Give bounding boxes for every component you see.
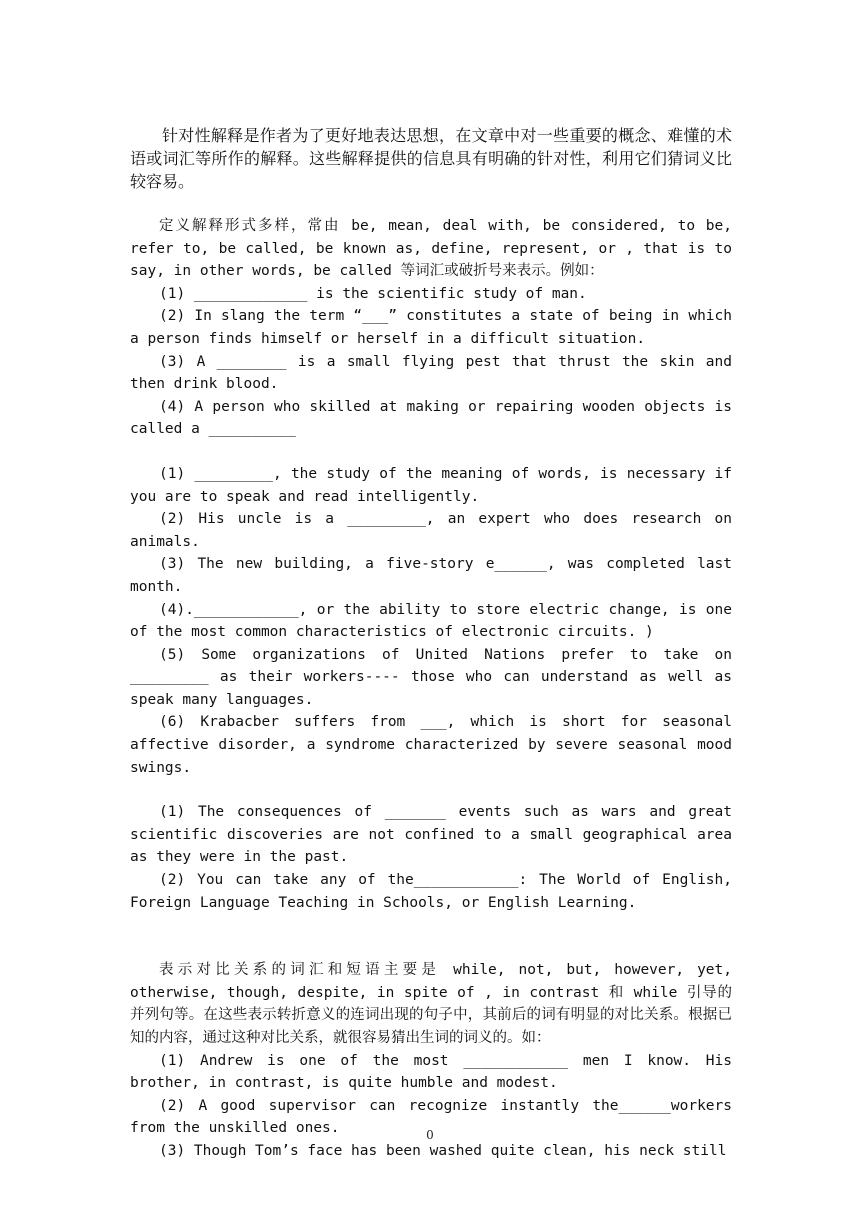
contrast-item: (2) A good supervisor can recognize instantly the______workers from the unskilled ones. xyxy=(130,1097,732,1137)
spacer xyxy=(130,441,732,463)
definition-item: (1) _____________ is the scientific study of man. xyxy=(159,285,587,302)
spacer xyxy=(130,193,732,215)
apposition-item: (2) His uncle is a _________, an expert who does research on animals. xyxy=(130,511,732,550)
document-body xyxy=(130,124,732,1163)
spacer xyxy=(130,914,732,959)
definition-paragraph: 定义解释形式多样，常由 be, mean, deal with, be considered, to be, refer to, be called, be known as, define, represent, or , that is to say, in other words, be called 等词汇或破折号来表示。例如： xyxy=(130,218,732,280)
contrast-item: (3) Though Tom’s face has been washed quite clean, his neck still xyxy=(159,1142,727,1159)
definition-item: (3) A ________ is a small flying pest that thrust the skin and then drink blood. xyxy=(130,353,732,393)
page-number: 0 xyxy=(426,1128,434,1142)
contrast-item: (1) Andrew is one of the most ____________ men I know. His brother, in contrast, is quite humble and modest. xyxy=(130,1052,732,1092)
example-item: (1) The consequences of _______ events such as wars and great scientific discoveries are not confined to a small geographical area as they were in the past. xyxy=(130,804,732,866)
definition-item: (4) A person who skilled at making or repairing wooden objects is called a __________ xyxy=(130,398,732,438)
contrast-paragraph: 表示对比关系的词汇和短语主要是 while, not, but, however, yet, otherwise, though, despite, in spite of , in contrast 和 while 引导的并列句等。在这些表示转折意义的连词出现的句子中，其前后的词有明显的对比关系。根据已知的内容，通过这种对比关系，就很容易猜出生词的词义的。如： xyxy=(130,962,732,1046)
intro-paragraph: 针对性解释是作者为了更好地表达思想，在文章中对一些重要的概念、难懂的术语或词汇等所作的解释。这些解释提供的信息具有明确的针对性，利用它们猜词义比较容易。 xyxy=(130,126,732,191)
definition-item: (2) In slang the term “___” constitutes a state of being in which a person finds himself or herself in a difficult situation. xyxy=(130,308,732,347)
apposition-item: (3) The new building, a five-story e______, was completed last month. xyxy=(130,556,732,595)
apposition-item: (6) Krabacber suffers from ___, which is short for seasonal affective disorder, a syndrome characterized by severe seasonal mood swings. xyxy=(130,714,732,776)
example-item: (2) You can take any of the____________: The World of English, Foreign Language Teaching in Schools, or English Learning. xyxy=(130,872,732,911)
apposition-item: (4).____________, or the ability to store electric change, is one of the most common characteristics of electronic circuits. ) xyxy=(130,601,732,641)
apposition-item: (1) _________, the study of the meaning of words, is necessary if you are to speak and read intelligently. xyxy=(130,465,732,505)
spacer xyxy=(130,779,732,801)
apposition-item: (5) Some organizations of United Nations prefer to take on _________ as their workers---- those who can understand as well as speak many languages. xyxy=(130,646,732,708)
